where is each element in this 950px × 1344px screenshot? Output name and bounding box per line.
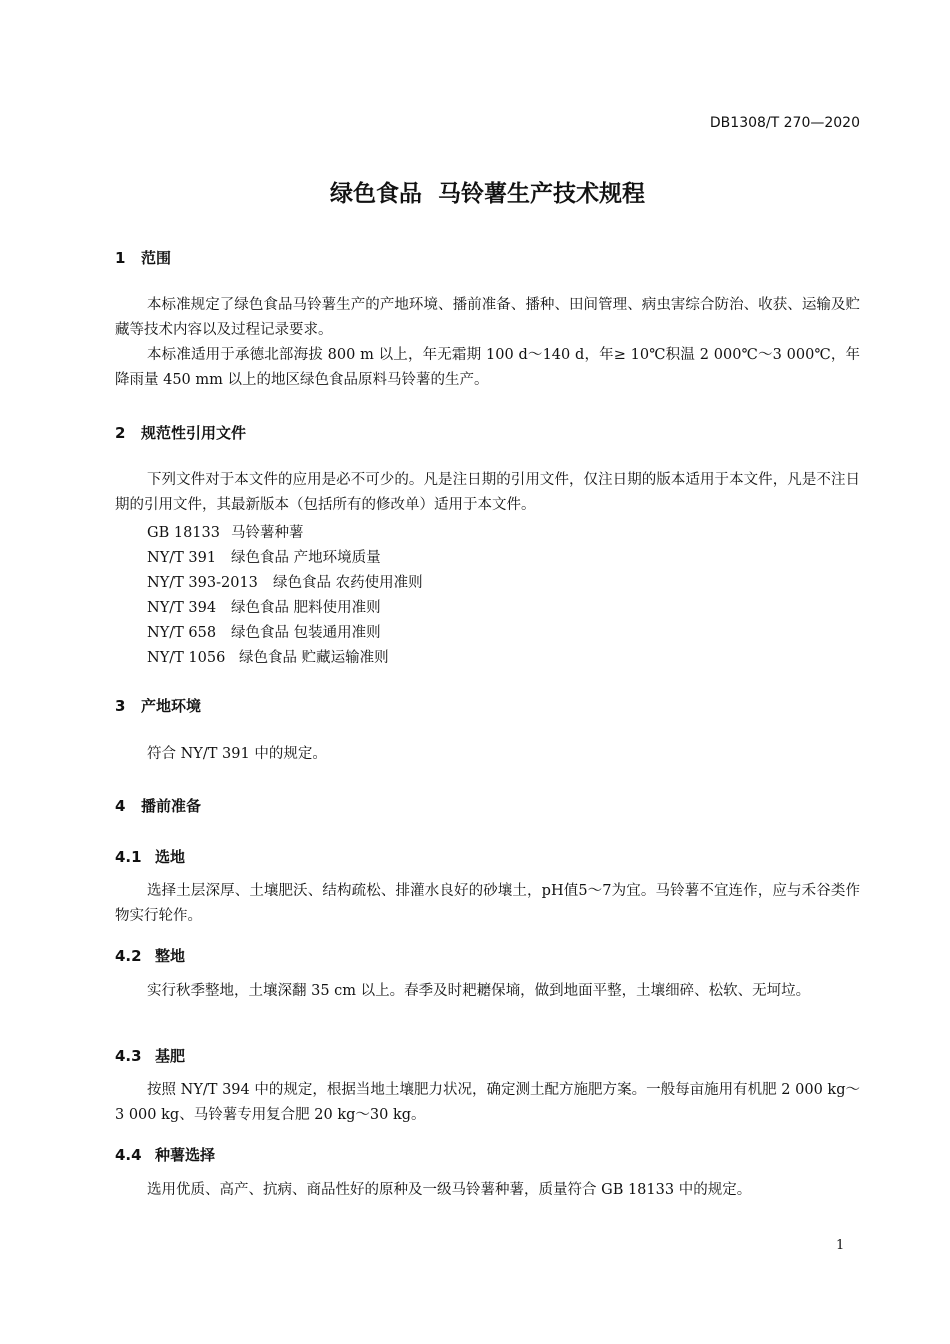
reference-name: 绿色食品 肥料使用准则 xyxy=(231,600,381,616)
reference-code: NY/T 391 xyxy=(147,550,217,566)
subsection-number: 4.2 xyxy=(115,947,142,965)
section-title: 产地环境 xyxy=(141,697,202,715)
paragraph: 本标准适用于承德北部海拔 800 m 以上，年无霜期 100 d～140 d，年≥ 10℃积温 2 000℃～3 000℃，年降雨量 450 mm 以上的地区绿色食品原料马铃薯的生产。 xyxy=(115,347,860,388)
reference-code: GB 18133 xyxy=(147,525,220,541)
subsection-title: 基肥 xyxy=(155,1047,186,1065)
section-heading-3 xyxy=(115,695,201,716)
section-number: 4 xyxy=(115,797,126,815)
subsection-number: 4.1 xyxy=(115,848,142,866)
paragraph: 符合 NY/T 391 中的规定。 xyxy=(147,746,327,762)
document-code: DB1308/T 270—2020 xyxy=(709,115,860,131)
reference-name: 绿色食品 贮藏运输准则 xyxy=(239,650,389,666)
section-number: 1 xyxy=(115,249,126,267)
reference-code: NY/T 393-2013 xyxy=(147,575,258,591)
section-title: 播前准备 xyxy=(141,797,202,815)
paragraph: 选用优质、高产、抗病、商品性好的原种及一级马铃薯种薯，质量符合 GB 18133 中的规定。 xyxy=(147,1182,752,1198)
subsection-number: 4.4 xyxy=(115,1146,142,1164)
section-heading-2 xyxy=(115,422,246,443)
paragraph: 实行秋季整地，土壤深翻 35 cm 以上。春季及时耙耱保墒，做到地面平整，土壤细碎、松软、无坷垃。 xyxy=(147,983,811,999)
subsection-number: 4.3 xyxy=(115,1047,142,1065)
reference-code: NY/T 658 xyxy=(147,625,217,641)
section-title: 范围 xyxy=(141,249,172,267)
reference-item xyxy=(147,596,381,617)
reference-code: NY/T 394 xyxy=(147,600,217,616)
reference-item xyxy=(147,646,389,667)
subsection-title: 种薯选择 xyxy=(155,1146,216,1164)
paragraph: 按照 NY/T 394 中的规定，根据当地土壤肥力状况，确定测土配方施肥方案。一般每亩施用有机肥 2 000 kg～3 000 kg、马铃薯专用复合肥 20 kg～30 kg。 xyxy=(115,1082,860,1123)
subsection-title: 选地 xyxy=(155,848,186,866)
section-number: 2 xyxy=(115,424,126,442)
reference-name: 绿色食品 包装通用准则 xyxy=(231,625,381,641)
section-title: 规范性引用文件 xyxy=(141,424,247,442)
page-number: 1 xyxy=(836,1238,845,1253)
reference-item xyxy=(147,621,381,642)
section-heading-4 xyxy=(115,795,201,816)
paragraph: 选择土层深厚、土壤肥沃、结构疏松、排灌水良好的砂壤土，pH值5～7为宜。马铃薯不宜连作，应与禾谷类作物实行轮作。 xyxy=(115,883,860,924)
reference-item xyxy=(147,546,381,567)
reference-item xyxy=(147,571,423,592)
section-heading-1 xyxy=(115,247,171,268)
subsection-heading-4-1 xyxy=(115,846,185,867)
subsection-heading-4-4 xyxy=(115,1144,215,1165)
subsection-heading-4-3 xyxy=(115,1045,185,1066)
reference-code: NY/T 1056 xyxy=(147,650,226,666)
subsection-heading-4-2 xyxy=(115,945,185,966)
paragraph: 下列文件对于本文件的应用是必不可少的。凡是注日期的引用文件，仅注日期的版本适用于本文件，凡是不注日期的引用文件，其最新版本（包括所有的修改单）适用于本文件。 xyxy=(115,472,860,513)
reference-item xyxy=(147,521,304,542)
section-number: 3 xyxy=(115,697,126,715)
reference-name: 绿色食品 农药使用准则 xyxy=(273,575,423,591)
reference-name: 马铃薯种薯 xyxy=(231,525,304,541)
subsection-title: 整地 xyxy=(155,947,186,965)
page-title: 绿色食品 马铃薯生产技术规程 xyxy=(329,181,645,207)
paragraph: 本标准规定了绿色食品马铃薯生产的产地环境、播前准备、播种、田间管理、病虫害综合防治、收获、运输及贮藏等技术内容以及过程记录要求。 xyxy=(115,297,860,338)
reference-name: 绿色食品 产地环境质量 xyxy=(231,550,381,566)
